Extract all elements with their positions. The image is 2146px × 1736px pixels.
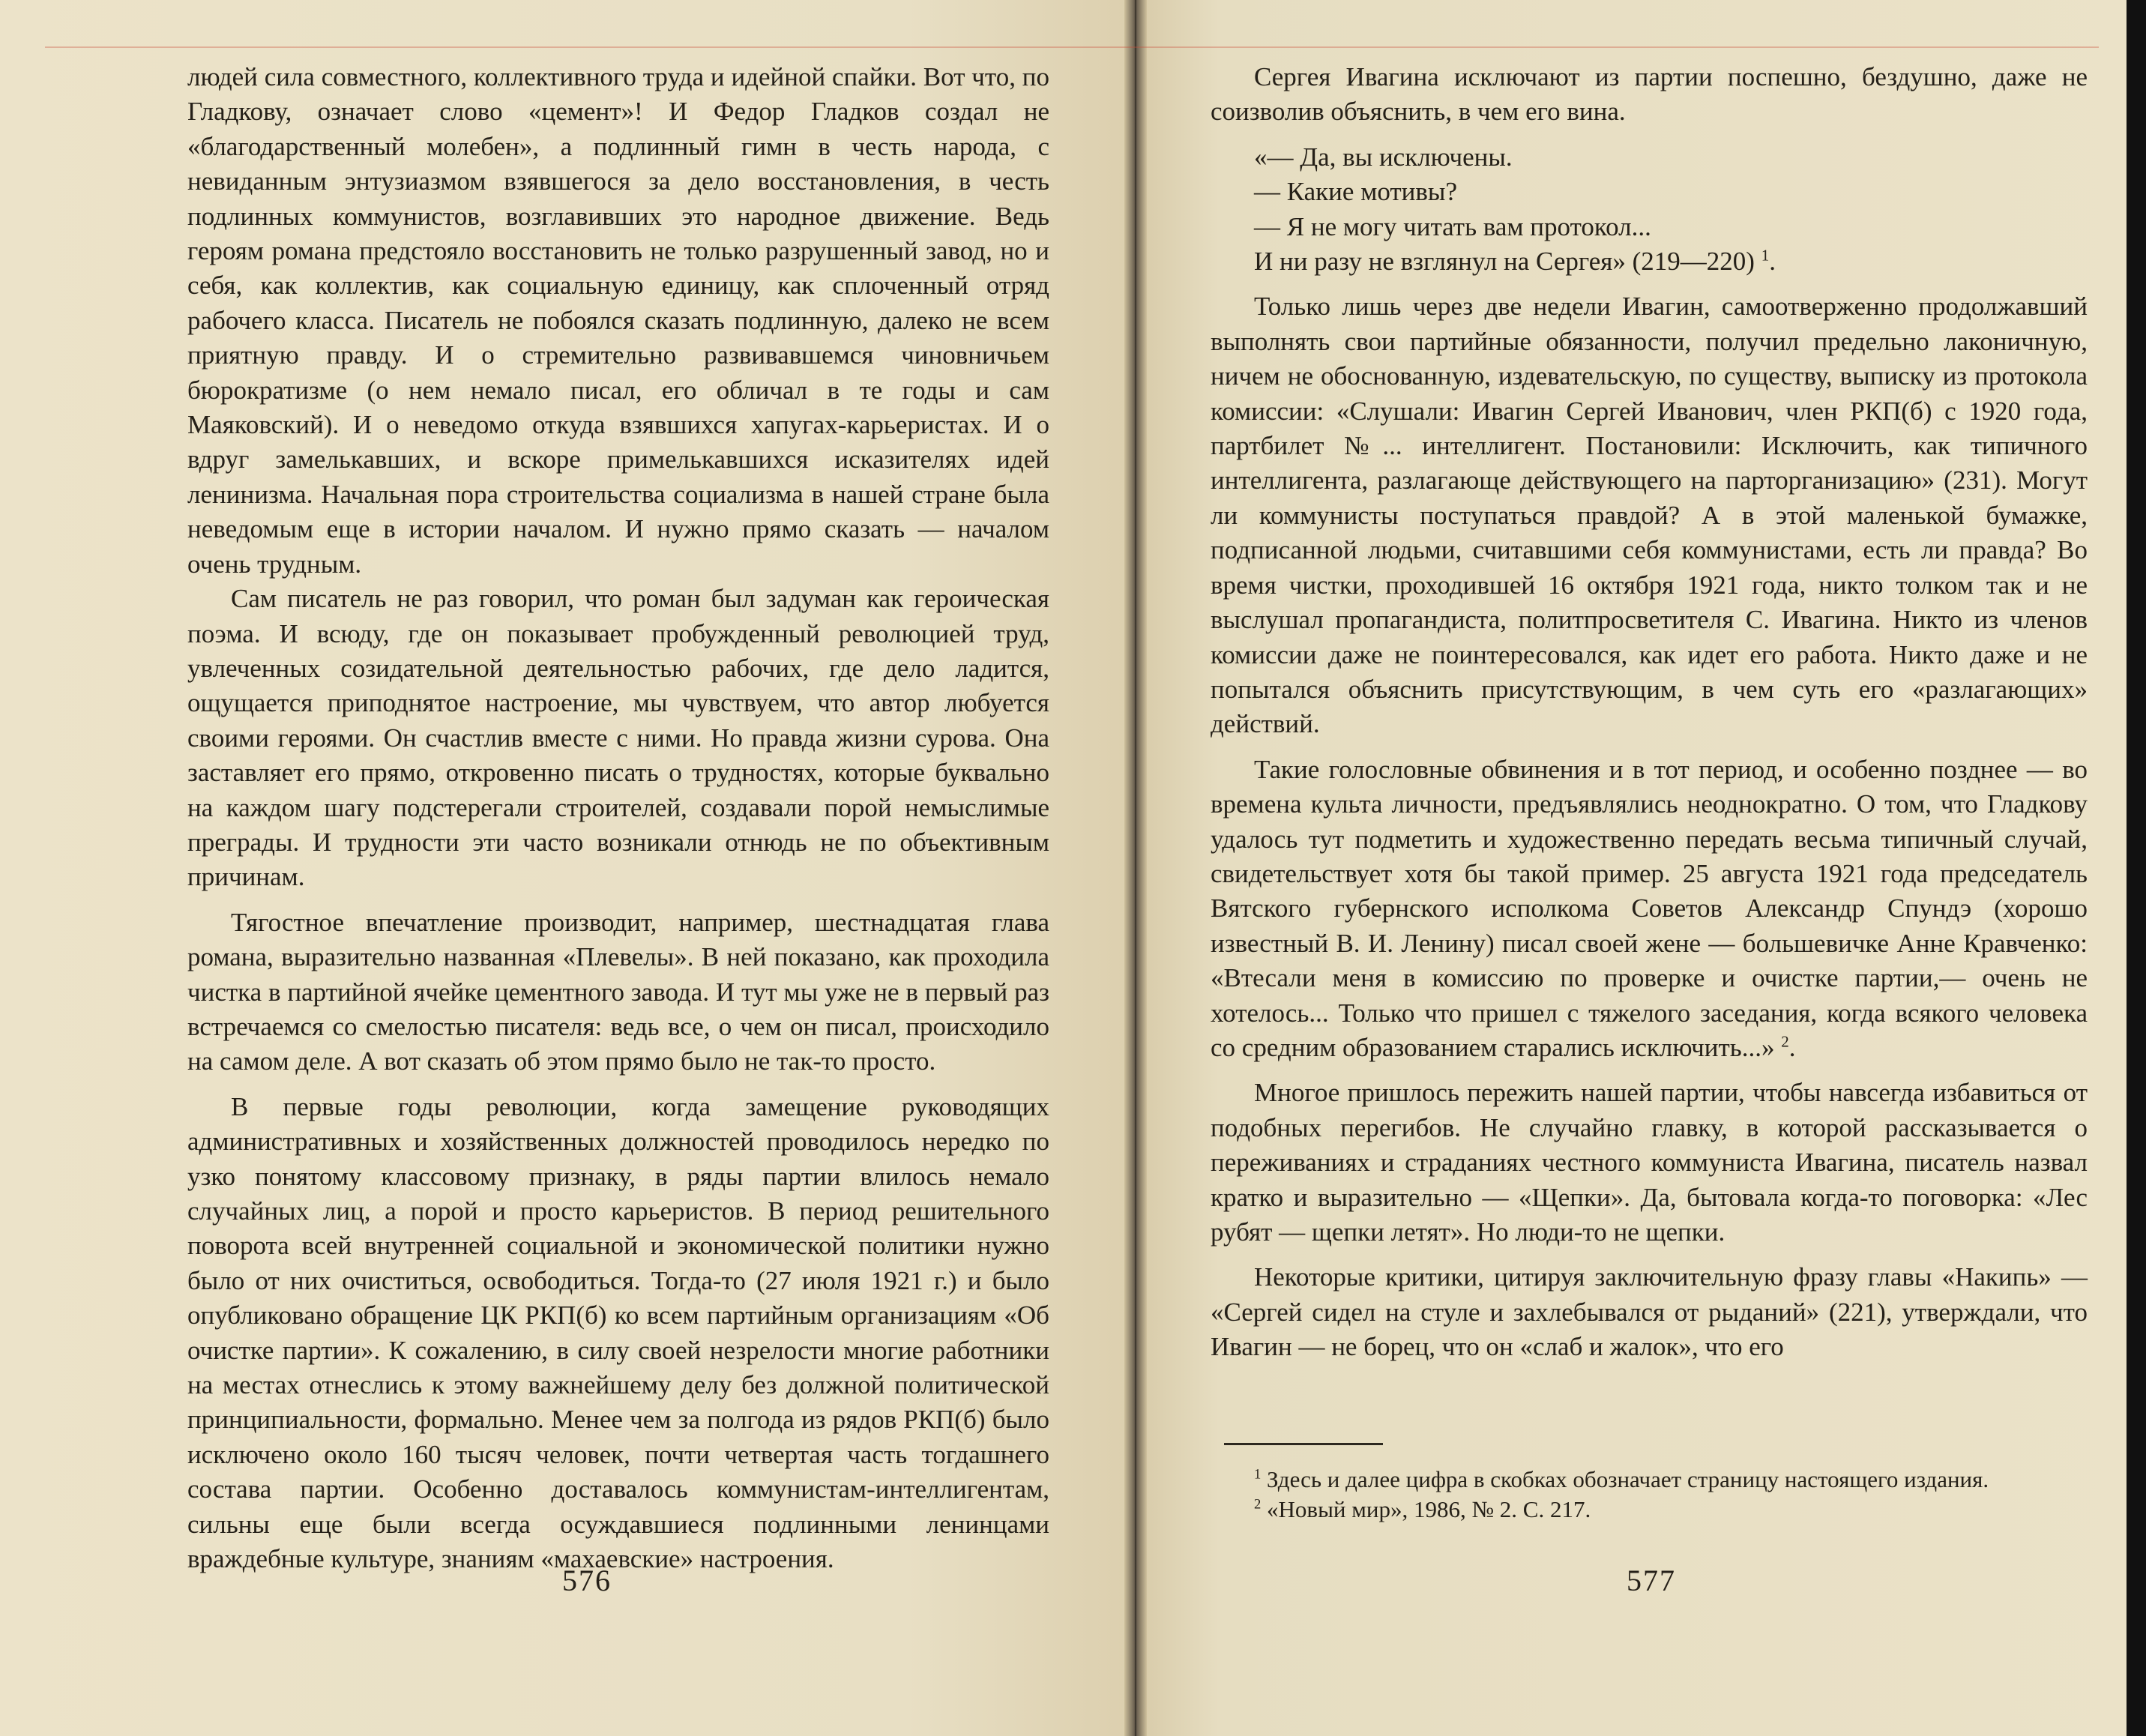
left-paragraph-4: В первые годы революции, когда замещение руководящих административных и хозяйственных должностей проводилось нередко по узко понятому классовому признаку, в ряды партии влилось немало случайных лиц, а порой и просто карьеристов. В период решительного поворота всей внутренней социальной и экономической политики нужно было от них очиститься, освободиться. Тогда-то (27 июля 1921 г.) и было опубликовано обращение ЦК РКП(б) ко всем партийным организациям «Об очистке партии». К сожалению, в силу своей незрелости многие работники на местах отнеслись к этому важнейшему делу без должной политической принципиальности, формально. Менее чем за полгода из рядов РКП(б) было исключено около 160 тысяч человек, почти четвертая часть тогдашнего состава партии. Особенно доставалось коммунистам-интеллигентам, сильны еще были всегда осуждавшиеся подлинными ленинцами враждебные культуре, знаниям «махаевские» настроения. — [187, 1091, 1049, 1574]
right-paragraph-4: Многое пришлось пережить нашей партии, чтобы навсегда избавиться от подобных перегибов. Не случайно главку, в которой рассказывается о переживаниях и страданиях честного коммуниста Ивагина, писатель назвал кратко и выразительно — «Щепки». Да, бытовала когда-то поговорка: «Лес рубят — щепки летят». Но люди-то не щепки. — [1211, 1078, 2088, 1247]
right-page-text — [1211, 60, 2088, 1365]
book-gutter — [1124, 0, 1147, 1736]
dialogue-line-3: — Я не могу читать вам протокол... — [1254, 211, 1651, 241]
right-paragraph-1: Сергея Ивагина исключают из партии поспешно, бездушно, даже не соизволив объяснить, в чем его вина. — [1211, 62, 2088, 127]
top-edge-line — [45, 46, 2099, 48]
left-paragraph-3: Тягостное впечатление производит, например, шестнадцатая глава романа, выразительно названная «Плевелы». В ней показано, как проходила чистка в партийной ячейке цементного завода. И тут мы уже не в первый раз встречаемся со смелостью писателя: ведь все, о чем он писал, происходило на самом деле. А вот сказать об этом прямо было не так-то просто. — [187, 907, 1049, 1076]
dialogue-line-2: — Какие мотивы? — [1254, 177, 1457, 207]
right-page-number: 577 — [1627, 1564, 1676, 1597]
footnote-rule — [1224, 1443, 1383, 1445]
left-page-number: 576 — [562, 1564, 612, 1597]
dialogue-line-4: И ни разу не взглянул на Сергея» (219—220) $^1$. — [1254, 246, 1776, 277]
footnote-1-text: Здесь и далее цифра в скобках обозначает страницу настоящего издания. — [1267, 1466, 1989, 1492]
footnote-mark-1: 1 — [1761, 246, 1770, 265]
footnotes — [1211, 1465, 2088, 1525]
right-paragraph-3-text: Такие голословные обвинения и в тот период, и особенно позднее — во времена культа личности, предъявлялись неоднократно. О том, что Гладкову удалось тут подметить и художественно передать весьма типичный случай, свидетельствует хотя бы такой пример. 25 августа 1921 года председатель Вятского губернского исполкома Советов Александр Спундэ (хорошо известный В. И. Ленину) писал своей жене — большевичке Анне Кравченко: «Втесали меня в комиссию по проверке и очистке партии,— очень не хотелось... Только что пришел с тяжелого заседания, когда всякого человека со средним образованием старались исключить...» — [1211, 754, 2088, 1062]
footnote-1-mark: 1 — [1254, 1466, 1262, 1483]
right-paragraph-3: Такие голословные обвинения и в тот период, и особенно позднее — во времена культа личности, предъявлялись неоднократно. О том, что Гладкову удалось тут подметить и художественно передать весьма типичный случай, свидетельствует хотя бы такой пример. 25 августа 1921 года председатель Вятского губернского исполкома Советов Александр Спундэ (хорошо известный В. И. Ленину) писал своей жене — большевичке Анне Кравченко: «Втесали меня в комиссию по проверке и очистке партии,— очень не хотелось... Только что пришел с тяжелого заседания, когда всякого человека со средним образованием старались исключить...» $^2$. — [1211, 754, 2088, 1062]
dialogue-line-4-text: И ни разу не взглянул на Сергея» (219—220) — [1254, 247, 1755, 277]
right-paragraph-2: Только лишь через две недели Ивагин, самоотверженно продолжавший выполнять свои партийные обязанности, получил предельно лаконичную, ничем не обоснованную, издевательскую, по существу, выписку из протокола комиссии: «Слушали: Ивагин Сергей Иванович, член РКП(б) с 1920 года, партбилет №... интеллигент. Постановили: Исключить, как типичного интеллигента, разлагающе действующего на парторганизацию» (231). Могут ли коммунисты поступаться правдой? А в этой маленькой бумажке, подписанной людьми, считавшими себя коммунистами, есть ли правда? Во время чистки, проходившей 16 октября 1921 года, никто толком так и не выслушал пропагандиста, политпросветителя С. Ивагина. Никто из членов комиссии даже не поинтересовался, как идет его работа. Никто даже и не попытался объяснить присутствующим, в чем суть его «разлагающих» действий. — [1211, 292, 2088, 739]
scan-edge-right — [2127, 0, 2146, 1736]
right-paragraph-5: Некоторые критики, цитируя заключительную фразу главы «Накипь» — «Сергей сидел на стуле и захлебывался от рыданий» (221), утверждали, что Ивагин — не борец, что он «слаб и жалок», что его — [1211, 1262, 2088, 1362]
left-page-text — [187, 60, 1049, 1576]
footnote-2 — [1211, 1495, 2088, 1525]
footnote-2-text: «Новый мир», 1986, № 2. С. 217. — [1267, 1496, 1591, 1522]
dialogue-line-1: «— Да, вы исключены. — [1254, 142, 1513, 172]
footnote-mark-2: 2 — [1781, 1032, 1789, 1051]
footnote-1 — [1211, 1465, 2088, 1495]
left-paragraph-1: людей сила совместного, коллективного труда и идейной спайки. Вот что, по Гладкову, означает слово «цемент»! И Федор Гладков создал не «благодарственный молебен», а подлинный гимн в честь народа, с невиданным энтузиазмом взявшегося за дело восстановления, в честь подлинных коммунистов, возглавивших это народное движение. Ведь героям романа предстояло восстановить не только разрушенный завод, но и себя, как коллектив, как социальную единицу, как сплоченный отряд рабочего класса. Писатель не побоялся сказать подлинную, далеко не всем приятную правду. И о стремительно развивавшемся чиновничьем бюрократизме (о нем немало писал, его обличал в те годы и сам Маяковский). И о неведомо откуда взявшихся хапугах-карьеристах. И о вдруг замелькавших, и вскоре примелькавшихся исказителях идей ленинизма. Начальная пора строительства социализма в нашей стране была неведомым еще в истории началом. И нужно прямо сказать — началом очень трудным. — [187, 62, 1049, 579]
left-paragraph-2: Сам писатель не раз говорил, что роман был задуман как героическая поэма. И всюду, где он показывает пробужденный революцией труд, увлеченных созидательной деятельностью рабочих, где дело ладится, ощущается приподнятое настроение, мы чувствуем, что автор любуется своими героями. Он счастлив вместе с ними. Но правда жизни сурова. Она заставляет его прямо, откровенно писать о трудностях, которые буквально на каждом шагу подстерегали строителей, создавали порой немыслимые преграды. И трудности эти часто возникали отнюдь не по объективным причинам. — [187, 584, 1049, 892]
footnote-2-mark: 2 — [1254, 1496, 1262, 1513]
